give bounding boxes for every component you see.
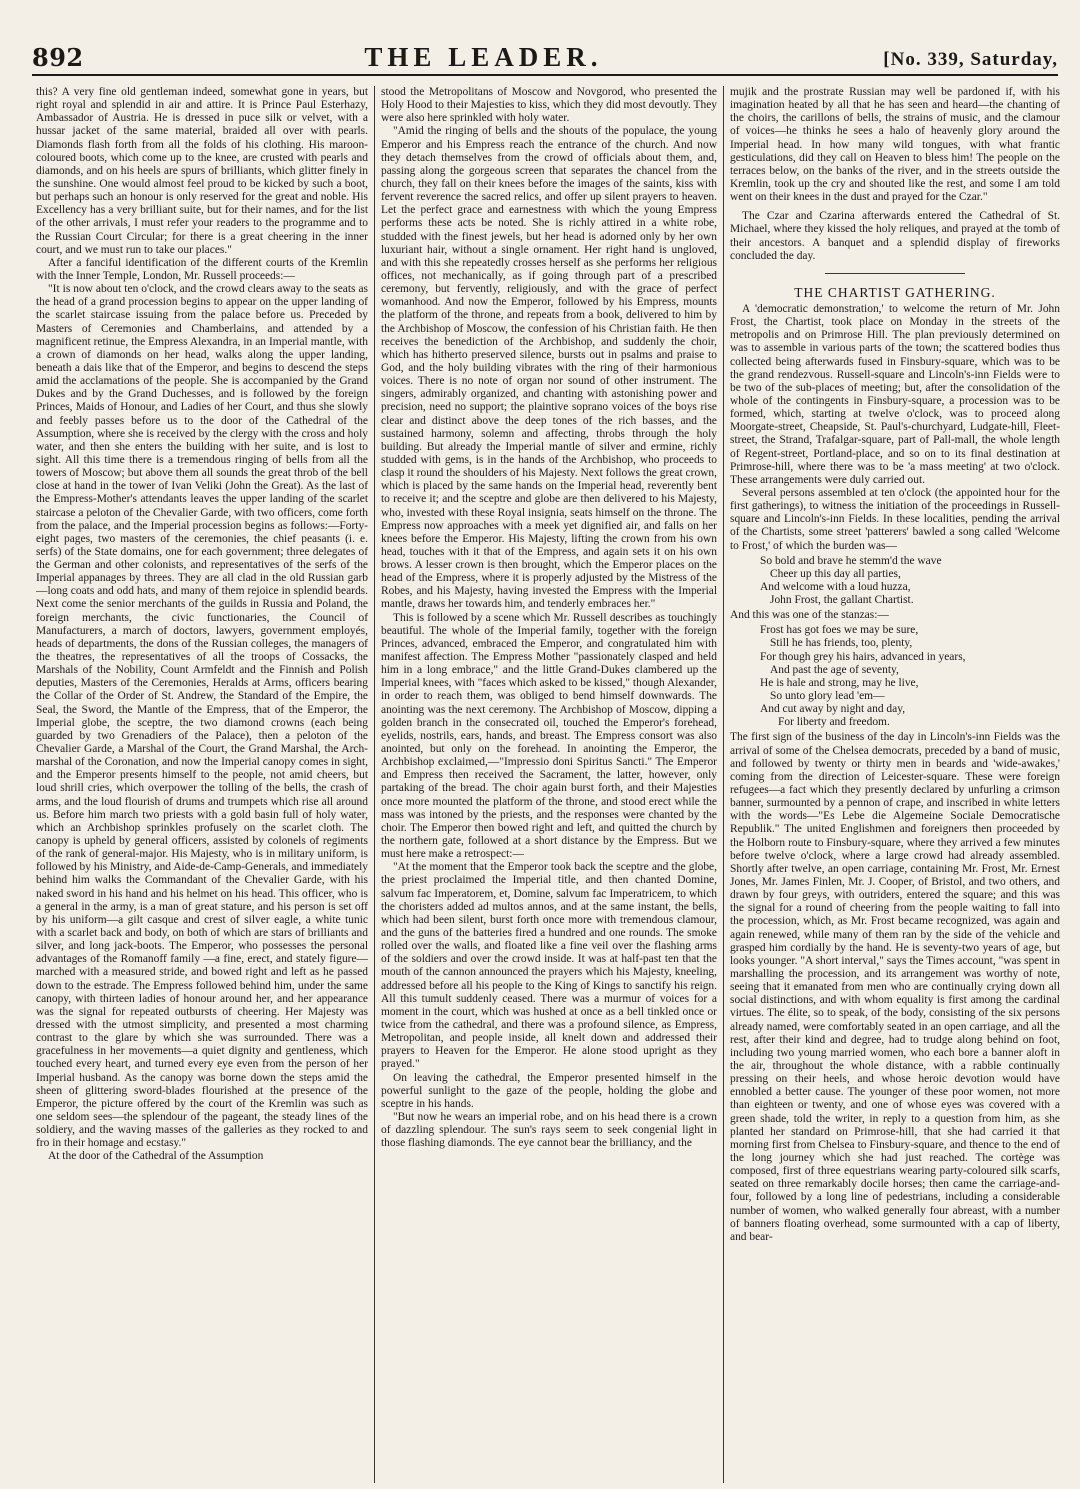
- verse-line: Still he has friends, too, plenty,: [770, 637, 913, 650]
- verse-line: For liberty and freedom.: [778, 716, 890, 729]
- paragraph: The first sign of the business of the day in Lincoln's-inn Fields was the arrival of some of the Chelsea democrats, preceded by a band of music, and followed by twenty or thirty men in beards and 'wide-awakes,' coming from the direction of Leicester-square. These were foreign refugees—a fact which they presently declared by unfurling a crimson banner, surmounted by a pennon of crape, and inscribed in white letters with the words—"Es Lebe die Algemeine Sociale Democratische Republik." The united Englishmen and foreigners then proceeded by the Holborn route to Finsbury-square, where they arrived a few minutes before twelve o'clock, where a large crowd had already assembled. Shortly after twelve, an open carriage, containing Mr. Frost, Mr. Ernest Jones, Mr. James Finlen, Mr. J. Cooper, of Bristol, and two others, and drawn by four greys, with outriders, entered the square; and this was the signal for a round of cheering from the people waiting to fall into the procession, which, as Mr. Frost became recognized, was again and again renewed, while many of them ran by the side of the vehicle and grasped him cordially by the hand. He is seventy-two years of age, but looks younger. "A short interval," says the Times account, "was spent in marshalling the procession, and its arrangement was worthy of note, seeing that it emanated from men who are continually crying down all social distinctions, and with whom equality is first among the cardinal virtues. The élite, so to speak, of the body, consisting of the six persons already named, were comfortably seated in an open carriage, and all the rest, after their kind and degree, had to trudge along behind on foot, including two young married women, who each bore a banner aloft in the air, throughout the whole distance, with a rabble continually pressing on their heels, and whose heroic devotion would have ennobled a better cause. The younger of these poor women, not more than eighteen or twenty, and one of whose eyes was covered with a green shade, told the writer, in reply to a question from him, as she planted her standard on Primrose-hill, that she had carried it that morning first from Chelsea to Finsbury-square, and thence to the end of the long journey which she had just reached. The cortège was composed, first of three equestrians wearing party-coloured silk scarfs, seated on three remarkably docile horses; then came the carriage-and-four, followed by a long line of pedestrians, including a considerable number of women, who walked generally four abreast, with a number of banners floating overhead, some surmounted with a cap of liberty, and bear-: [730, 731, 1060, 1243]
- column-right: [730, 86, 1060, 1483]
- verse-line: John Frost, the gallant Chartist.: [770, 594, 914, 607]
- paragraph: A 'democratic demonstration,' to welcome the return of Mr. John Frost, the Chartist, took place on Monday in the streets of the metropolis and on Primrose Hill. The plan previously determined on was to assemble in various parts of the town; the scattered bodies thus collected being afterwards fused in Finsbury-square, which was to be the grand rendezvous. Russell-square and Lincoln's-inn Fields were to be two of the sub-places of meeting; but, after the consolidation of the whole of the contingents in Finsbury-square, a procession was to be formed, which, starting at twelve o'clock, was to proceed along Moorgate-street, Cheapside, St. Paul's-churchyard, Ludgate-hill, Fleet-street, the Strand, Trafalgar-square, part of Pall-mall, the whole length of Regent-street, Portland-place, and so on to its final destination at Primrose-hill, where there was to be 'a mass meeting' at two o'clock. These arrangements were duly carried out.: [730, 302, 1060, 486]
- section-divider: [825, 273, 965, 274]
- column-left: [36, 86, 368, 1483]
- column-middle: [381, 86, 717, 1483]
- verse-line: He is hale and strong, may he live,: [760, 676, 919, 689]
- verse-line: And cut away by night and day,: [760, 703, 906, 716]
- paragraph: "Amid the ringing of bells and the shouts of the populace, the young Emperor and his Empress reach the entrance of the church. And now they detach themselves from the crowd of officials about them, and, passing along the gorgeous screen that separates the chancel from the church, they fall on their knees before the images of the saints, kiss with fervent reverence the sacred relics, and offer up silent prayers to heaven. Let the perfect grace and earnestness with which the young Empress performs these acts be noted. She is richly attired in a white robe, studded with the finest jewels, but her head is adorned only by her own luxuriant hair, without a single ornament. Her right hand is ungloved, and with this she repeatedly crosses herself as she performs her religious offices, not mechanically, as if going through part of a prescribed ceremony, but fervently, religiously, and with the grace of perfect womanhood. And now the Emperor, followed by his Empress, mounts the platform of the throne, and repeats from a book, delivered to him by the Archbishop of Moscow, the confession of his Christian faith. He then receives the benediction of the Archbishop, and suddenly the choir, which has hitherto preserved silence, bursts out in psalms and praise to God, and the holy building vibrates with the ring of their harmonious voices. There is no note of organ nor sound of other instrument. The singers, admirably organized, and chanting with astonishing power and precision, need no support; the plaintive soprano voices of the boys rise clear and distinct above the deep tones of the rich basses, and the sustained harmony, solemn and affecting, throbs through the holy building. But already the Imperial mantle of silver and ermine, richly studded with gems, is in the hands of the Archbishop, who proceeds to clasp it round the shoulders of his Majesty. Next follows the great crown, which is placed by the same hands on the Imperial head, reverently bent to receive it; and the sceptre and globe are then delivered to his Majesty, who, invested with these Royal insignia, seats himself on the throne. The Empress now approaches with a meek yet dignified air, and falls on her knees before the Emperor. His Majesty, lifting the crown from his own head, touches with it that of the Empress, and again sets it on his own brows. A lesser crown is then brought, which the Emperor places on the head of the Empress, where it is properly adjusted by the Mistress of the Robes, and his Majesty, having invested the Empress with the Imperial mantle, draws her towards him, and tenderly embraces her.": [381, 125, 717, 611]
- paragraph: At the door of the Cathedral of the Assumption: [48, 1150, 264, 1163]
- paragraph: And this was one of the stanzas:—: [730, 609, 889, 622]
- song-stanza: [730, 624, 1060, 729]
- paragraph: this? A very fine old gentleman indeed, somewhat gone in years, but right royal and splendid in air and attire. It is Prince Paul Esterhazy, Ambassador of Austria. He is dressed in puce silk or velvet, with a hussar jacket of the same material, braided all over with pearls. Diamonds flash forth from all the folds of his clothing. His maroon-coloured boots, which come up to the knee, are crusted with pearls and diamonds, and on his heels are spurs of brilliants, which glitter finely in the sunshine. One would almost feel proud to be kicked by such a boot, but perhaps such an honour is only reserved for the great and noble. His Excellency has a very brilliant suite, but for their names, and for the list of the other arrivals, I must refer your readers to the programme and to the Russian Court Circular; for there is a great cheering in the inner court, and we must run to take our places.": [36, 86, 368, 256]
- paragraph: The Czar and Czarina afterwards entered the Cathedral of St. Michael, where they kissed the holy reliques, and prayed at the tomb of their ancestors. A banquet and a splendid display of fireworks concluded the day.: [730, 210, 1060, 262]
- issue-info: [No. 339, Saturday,: [883, 49, 1058, 70]
- verse-line: And past the age of seventy,: [770, 663, 899, 676]
- paragraph: mujik and the prostrate Russian may well be pardoned if, with his imagination heated by all that he has seen and heard—the chanting of the choirs, the carillons of bells, the strains of music, and the clamour of voices—he thinks he sees a halo of heavenly glory around the Imperial head. In how many wild tongues, with what frantic gesticulations, did they call on Heaven to bless him! The people on the terraces below, on the banks of the river, and in the streets outside the Kremlin, took up the cry and shouted like the rest, and some I am told went on their knees in the dust and prayed for the Czar.": [730, 86, 1060, 204]
- verse-line: For though grey his hairs, advanced in years,: [760, 650, 966, 663]
- paragraph: After a fanciful identification of the different courts of the Kremlin with the Inner Temple, London, Mr. Russell proceeds:—: [36, 256, 368, 282]
- verse-line: So bold and brave he stemm'd the wave: [760, 554, 942, 567]
- column-divider: [374, 86, 375, 1483]
- verse-line: Frost has got foes we may be sure,: [760, 624, 919, 637]
- paragraph: "It is now about ten o'clock, and the crowd clears away to the seats as the head of a grand procession begins to appear on the upper landing of the scarlet staircase issuing from the palace before us. Preceded by Masters of Ceremonies and Chamberlains, and attended by a magnificent retinue, the Empress Alexandra, in an Imperial mantle, with a crown of diamonds on her head, walks along the upper landing, beneath a dais like that of the Emperor, and begins to descend the steps amid the acclamations of the people. She is accompanied by the Grand Dukes and by the Grand Duchesses, and is followed by the foreign Princes, Maids of Honour, and Ladies of her Court, and thus she slowly and feebly passes before us to the door of the Cathedral of the Assumption, where she is received by the clergy with the cross and holy water, and then she enters the building with her suite, and is lost to sight. All this time there is a tremendous ringing of bells from all the towers of Moscow; but above them all sounds the great throb of the bell close at hand in the tower of Ivan Veliki (John the Great). As the last of the Empress-Mother's attendants leaves the upper landing of the scarlet staircase a peloton of the Chevalier Garde, with two officers, come forth from the palace, and the Imperial procession begins as follows:—Forty-eight pages, two masters of the ceremonies, the chief peasants (i. e. serfs) of the State domains, one for each government; three delegates of the German and other colonists, and representatives of the serfs of the Imperial appanages by threes. They are all clad in the old Russian garb—long coats and odd hats, and many of them rejoice in splendid beards. Next come the senior merchants of the guilds in Russia and Poland, the foreign merchants, the civic functionaries, the Council of Manufacturers, a march of doctors, lawyers, government employés, heads of departments, the dons of the Russian colleges, the managers of the theatres, the representatives of all the troops of Cossacks, the Marshals of the Nobility, Count Armfeldt and the Finnish and Polish deputies, Masters of the Ceremonies, Heralds at Arms, officers bearing the Collar of the Order of St. Andrew, the Standard of the Empire, the Seal, the Sword, the Mantle of the Empress, that of the Emperor, the Imperial globe, the sceptre, the two diamond crowns (each being guarded by two Grenadiers of the Palace), then a peloton of the Chevalier Garde, a Marshal of the Court, the Grand Marshal, the Arch-marshal of the Coronation, and now the Imperial canopy comes in sight, and the Emperor presents himself to the people, not amid cheers, but loud shrill cries, which overpower the tolling of the bells, the crash of arms, and the loud flourish of drums and trumpets which rise all around us. Before him march two priests with a gold basin full of holy water, which an Archbishop sprinkles profusely on the scarlet cloth. The canopy is upheld by general officers, assisted by colonels of regiments of the rank of general-major. His Majesty, who is in military uniform, is followed by his Ministry, and Aide-de-Camp-Generals, and immediately behind him walks the Commandant of the Chevalier Garde, with his naked sword in his hand and his helmet on his head. This officer, who is a general in the army, is a man of great stature, and his person is set off by his uniform—a gilt casque and crest of silver eagle, a white tunic with a scarlet back and body, on both of which are stars of brilliants and silver, and long jack-boots. The Emperor, who possesses the personal advantages of the Romanoff family —a fine, erect, and stately figure—marched with a measured stride, and bowed right and left as he passed down to the estrade. The Empress followed behind him, under the same canopy, with thirteen ladies of honour around her, and her appearance was the signal for repeated outbursts of cheering. Her Majesty was dressed with the utmost simplicity, and presented a most charming contrast to the glare by which she was surrounded. There was a gracefulness in her movements—a quiet dignity and gentleness, which touched every heart, and turned every eye even from the person of her Imperial husband. As the canopy was borne down the steps amid the sheen of glittering sword-blades flourished at the presence of the Emperor, the picture offered by the court of the Kremlin was such as one seldom sees—the splendour of the pageant, the steady lines of the soldiery, and the waving masses of the galleries as they rocked to and fro in their homage and ecstasy.": [36, 283, 368, 1150]
- page-number: 892: [32, 43, 84, 72]
- song-verse: [730, 555, 1060, 608]
- column-divider: [723, 86, 724, 1483]
- verse-line: Cheer up this day all parties,: [770, 567, 901, 580]
- paragraph: stood the Metropolitans of Moscow and Novgorod, who presented the Holy Hood to their Majesties to kiss, which they did most devoutly. They were also here sprinkled with holy water.: [381, 86, 717, 125]
- masthead-title: THE LEADER.: [364, 42, 603, 72]
- paragraph: "At the moment that the Emperor took back the sceptre and the globe, the priest proclaimed the Imperial title, and then chanted Domine, salvum fac Imperatorem, et, Domine, salvum fac Imperatricem, to which the choristers added ad multos annos, and at the same instant, the bells, which had been silent, burst forth once more with tremendous clamour, and the guns of the batteries fired a hundred and one rounds. The smoke rolled over the walls, and floated like a fine veil over the flashing arms of the soldiers and over the crowd inside. It was at half-past ten that the mouth of the cannon announced the prayers which his Majesty, kneeling, addressed before all his people to the King of Kings to sanctify his reign. All this tumult suddenly ceased. There was a murmur of voices for a moment in the court, which was hushed at once as a bell tinkled once or twice from the cathedral, and there was a profound silence, as Empress, Metropolitan, and people inside, all knelt down and addressed their prayers to Heaven for the Emperor. He alone stood upright as they prayed.": [381, 861, 717, 1071]
- verse-line: And welcome with a loud huzza,: [760, 580, 911, 593]
- article-columns: [36, 86, 1060, 1483]
- paragraph: This is followed by a scene which Mr. Russell describes as touchingly beautiful. The whole of the Imperial family, together with the foreign Princes, advanced, embraced the Emperor, and congratulated him with manifest affection. The Empress Mother "passionately clasped and held him in a long embrace," and the little Grand-Dukes clambered up the Imperial knees, with "faces which asked to be kissed," though Alexander, in order to reach them, was obliged to bend himself downwards. The anointing was the next ceremony. The Archbishop of Moscow, dipping a golden branch in the consecrated oil, touched the Emperor's forehead, eyelids, nostrils, ears, hands, and breast. The Empress consort was also anointed, but only on the forehead. In anointing the Emperor, the Archbishop exclaimed,—"Impressio doni Spiritus Sancti." The Emperor and Empress then received the Sacrament, the latter, however, only partaking of the bread. The choir again burst forth, and their Majesties once more mounted the platform of the throne, and stood erect while the mass was intoned by the priests, and the responses were chanted by the choir. The Emperor then bowed right and left, and quitted the church by the northern gate, followed at a short distance by the Empress. But we must here make a retrospect:—: [381, 611, 717, 861]
- paragraph: Several persons assembled at ten o'clock (the appointed hour for the first gatherings), to witness the initiation of the proceedings in Russell-square and Lincoln's-inn Fields. In these localities, pending the arrival of the Chartists, some street 'patterers' bawled a song called 'Welcome to Frost,' of which the burden was—: [730, 486, 1060, 552]
- paragraph: On leaving the cathedral, the Emperor presented himself in the powerful sunlight to the gaze of the people, holding the globe and sceptre in his hands.: [381, 1071, 717, 1110]
- section-title: THE CHARTIST GATHERING.: [794, 284, 996, 300]
- paragraph: "But now he wears an imperial robe, and on his head there is a crown of dazzling splendour. The sun's rays seem to seek congenial light in those flashing diamonds. The eye cannot bear the brilliancy, and the: [381, 1110, 717, 1150]
- page-header: [32, 40, 1058, 76]
- verse-line: So unto glory lead 'em—: [770, 690, 885, 703]
